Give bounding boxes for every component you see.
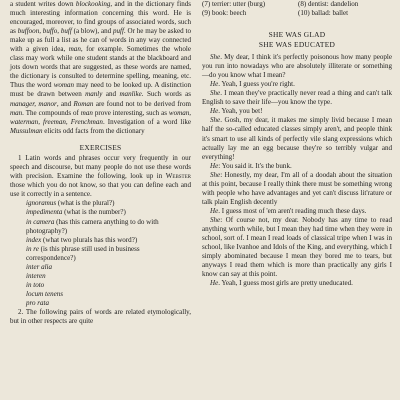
dialogue-text: I guess most of 'em aren't reading much these days. bbox=[221, 206, 367, 215]
title-line-2: SHE WAS EDUCATED bbox=[258, 39, 336, 49]
latin-note: (has this camera anything to do with photography?) bbox=[26, 217, 159, 235]
intro-word: manager, manor bbox=[10, 99, 57, 108]
intro-text: . Or he may be asked to make up as full a list as he can of words in any way connected with a given idea, bbox=[10, 27, 191, 54]
dialogue-line: She. I mean they've practically never read a thing and can't talk English to save their life—you know the type. bbox=[202, 89, 392, 107]
dialogue-text: I mean they've practically never read a thing and can't talk English to save their life—you know the type. bbox=[202, 89, 392, 107]
intro-text: and bbox=[102, 90, 120, 99]
word-pair-list bbox=[202, 0, 392, 18]
latin-term: interen bbox=[26, 271, 46, 280]
intro-text: are found not to be derived from bbox=[93, 99, 192, 108]
dialogue-text: My dear, I think it's perfectly poisonous how many people you run into nowadays who are absolutely illiterate or something—do you know what I mean? bbox=[202, 53, 392, 80]
dialogue-line: She: Honestly, my dear, I'm all of a doodah about the situation at this point, because I really think there must be something wrong with people who have advantages and yet can't discuss lit'rature or talk plain English decently bbox=[202, 170, 392, 206]
latin-term: locum tenens bbox=[26, 289, 63, 298]
speaker-label: She bbox=[210, 170, 221, 179]
latin-term: index bbox=[26, 235, 42, 244]
dialogue-line: He: You said it. It's the bunk. bbox=[210, 161, 292, 170]
webster-name: Webster bbox=[165, 172, 191, 181]
list-item bbox=[10, 218, 191, 236]
intro-word: man bbox=[10, 108, 23, 117]
list-item bbox=[10, 299, 191, 308]
latin-note: (is this phrase still used in business correspondence?) bbox=[26, 244, 140, 262]
exercise-1 bbox=[10, 154, 191, 199]
list-item bbox=[10, 263, 191, 272]
dialogue-text: Yeah, I guess most girls are pretty uneducated. bbox=[221, 279, 353, 288]
right-column bbox=[202, 0, 392, 288]
speaker-label: He bbox=[210, 161, 219, 170]
latin-term: in re bbox=[26, 244, 39, 253]
list-item bbox=[10, 245, 191, 263]
dialogue-line: She. Gosh, my dear, it makes me simply livid because I mean half the so-called educated classes simply aren't, and people think it's smart to use all kinds of perfectly vile slang expressions which actually lay me an egg because they're so terribly vulgar and everything! bbox=[202, 116, 392, 161]
speaker-label: She bbox=[210, 116, 221, 125]
dialogue-line: He. Yeah, you bet! bbox=[210, 107, 263, 116]
dialogue-text: Yeah, you bet! bbox=[221, 107, 263, 116]
list-item bbox=[10, 199, 191, 208]
dialogue-line: He. Yeah, I guess most girls are pretty uneducated. bbox=[210, 279, 353, 288]
latin-note: (what two plurals has this word?) bbox=[41, 235, 138, 244]
article-title bbox=[202, 30, 392, 49]
dialogue-line: She. My dear, I think it's perfectly poisonous how many people you run into nowadays who are absolutely illiterate or something—do you know what I mean? bbox=[202, 53, 392, 80]
word-pair: (7) terrier: utter (burg) bbox=[202, 0, 266, 8]
latin-term: impedimenta bbox=[26, 208, 63, 217]
latin-term: in toto bbox=[26, 280, 45, 289]
intro-word: blockooking bbox=[75, 0, 111, 8]
exercise-text: 1 Latin words and phrases occur very frequently in our speech and discourse, but many people do not use these words with precision. Examine the following, look up in bbox=[10, 154, 191, 181]
intro-text: a student writes down bbox=[10, 0, 76, 8]
exercises-heading: EXERCISES bbox=[79, 142, 122, 152]
intro-text: may need to be looked up. A distinction must be drawn between bbox=[10, 81, 191, 99]
latin-term: ignoramus bbox=[26, 199, 57, 208]
intro-paragraph bbox=[10, 0, 191, 136]
word-pair: (8) dentist: dandelion bbox=[298, 0, 359, 8]
dialogue-line: He. Yeah, I guess you're right. bbox=[210, 80, 295, 89]
list-item bbox=[10, 208, 191, 217]
latin-term: in camera bbox=[26, 217, 55, 226]
intro-text: , and in the dictionary finds much interesting information concerning this word. He is encouraged, moreover, to find groups of associated words, such as bbox=[10, 0, 191, 36]
intro-text: , and bbox=[56, 99, 74, 108]
speaker-label: He bbox=[210, 279, 219, 288]
intro-word: Roman bbox=[73, 99, 94, 108]
list-item bbox=[10, 290, 191, 299]
speaker-label: She bbox=[210, 53, 221, 62]
intro-word: Mussulman bbox=[10, 126, 43, 135]
intro-text: . Such words as bbox=[141, 90, 192, 99]
latin-note: (what is the number?) bbox=[62, 208, 126, 217]
list-item bbox=[10, 272, 191, 281]
dialogue-line: She: Of course not, my dear. Nobody has any time to read anything worth while, but I mean they had time when they were in school, sort of. I mean I read loads of classical tripe when I was in school, like Ivanhoe and Idols of the King, and everything, which I simply abominated because I mean they bored me to tears, but anyways I read them which is more than practically any girls I know can say at this point. bbox=[202, 215, 392, 279]
latin-note: (what is the plural?) bbox=[56, 199, 115, 208]
word-pair: (9) book: beech bbox=[202, 9, 247, 18]
intro-text: . The compounds of bbox=[22, 108, 81, 117]
intro-word: woman bbox=[53, 81, 75, 90]
speaker-label: She bbox=[210, 215, 221, 224]
intro-word: man bbox=[68, 45, 81, 54]
speaker-label: He bbox=[210, 80, 219, 89]
dialogue-text: Honestly, my dear, I'm all of a doodah about the situation at this point, because I really think there must be something wrong with people who have advantages and yet can't discuss lit'rature or talk plain English decently bbox=[202, 170, 392, 206]
dialogue-text: Of course not, my dear. Nobody has any time to read anything worth while, but I mean they had time when they were in school, sort of. I mean I read loads of classical tripe when I was in school, like Ivanhoe and Idols of the King, and everything, which I simply abominated because I mean they bored me to tears, but anyways I read them which is more than practically any girls I know can say at this point. bbox=[202, 215, 392, 279]
dialogue bbox=[202, 53, 392, 288]
dialogue-text: You said it. It's the bunk. bbox=[221, 161, 292, 170]
word-pair: (10) ballad: ballet bbox=[298, 9, 349, 18]
latin-term: inter alia bbox=[26, 262, 53, 271]
speaker-label: He bbox=[210, 107, 219, 116]
intro-text: elicits odd facts from the dictionary bbox=[42, 126, 145, 135]
intro-word: puff bbox=[112, 27, 124, 36]
dialogue-text: Gosh, my dear, it makes me simply livid because I mean half the so-called educated classes simply aren't, and people think it's smart to use all kinds of perfectly vile slang expressions which actually lay me an egg because they're so terribly vulgar and everything! bbox=[202, 116, 392, 161]
intro-word: manly bbox=[85, 90, 103, 99]
intro-word: buffoon, buffo, buff bbox=[17, 27, 72, 36]
speaker-label: He bbox=[210, 206, 219, 215]
speaker-label: She bbox=[210, 89, 221, 98]
intro-text: (a blow), and bbox=[71, 27, 113, 36]
intro-text: . Investigation of a word like bbox=[102, 117, 191, 126]
latin-term-list bbox=[10, 199, 191, 308]
exercise-text: those which you do not know, so that you can define each and use it correctly in a sentence. bbox=[10, 181, 191, 199]
list-item bbox=[10, 281, 191, 290]
latin-term: pro rata bbox=[26, 298, 50, 307]
exercise-2: 2. The following pairs of words are related etymologically, but in other respects are quite bbox=[10, 308, 191, 326]
intro-text: , for example. Sometimes the whole class may work while one student stands at the blackboard and jots down words that are suggested, as these words are named, the dictionary is consulted to determine spelling, meaning, etc. Thus the word bbox=[10, 45, 191, 90]
intro-text: prove interesting, such as bbox=[92, 108, 169, 117]
dialogue-text: Yeah, I guess you're right. bbox=[221, 80, 295, 89]
intro-word: man bbox=[80, 108, 93, 117]
intro-word: manlike bbox=[119, 90, 142, 99]
dialogue-line: He. I guess most of 'em aren't reading much these days. bbox=[210, 206, 367, 215]
left-column bbox=[10, 0, 191, 326]
intro-word: woman, waterman, freeman, Frenchman bbox=[10, 108, 191, 126]
list-item bbox=[10, 236, 191, 245]
title-line-1: SHE WAS GLAD bbox=[268, 30, 326, 40]
